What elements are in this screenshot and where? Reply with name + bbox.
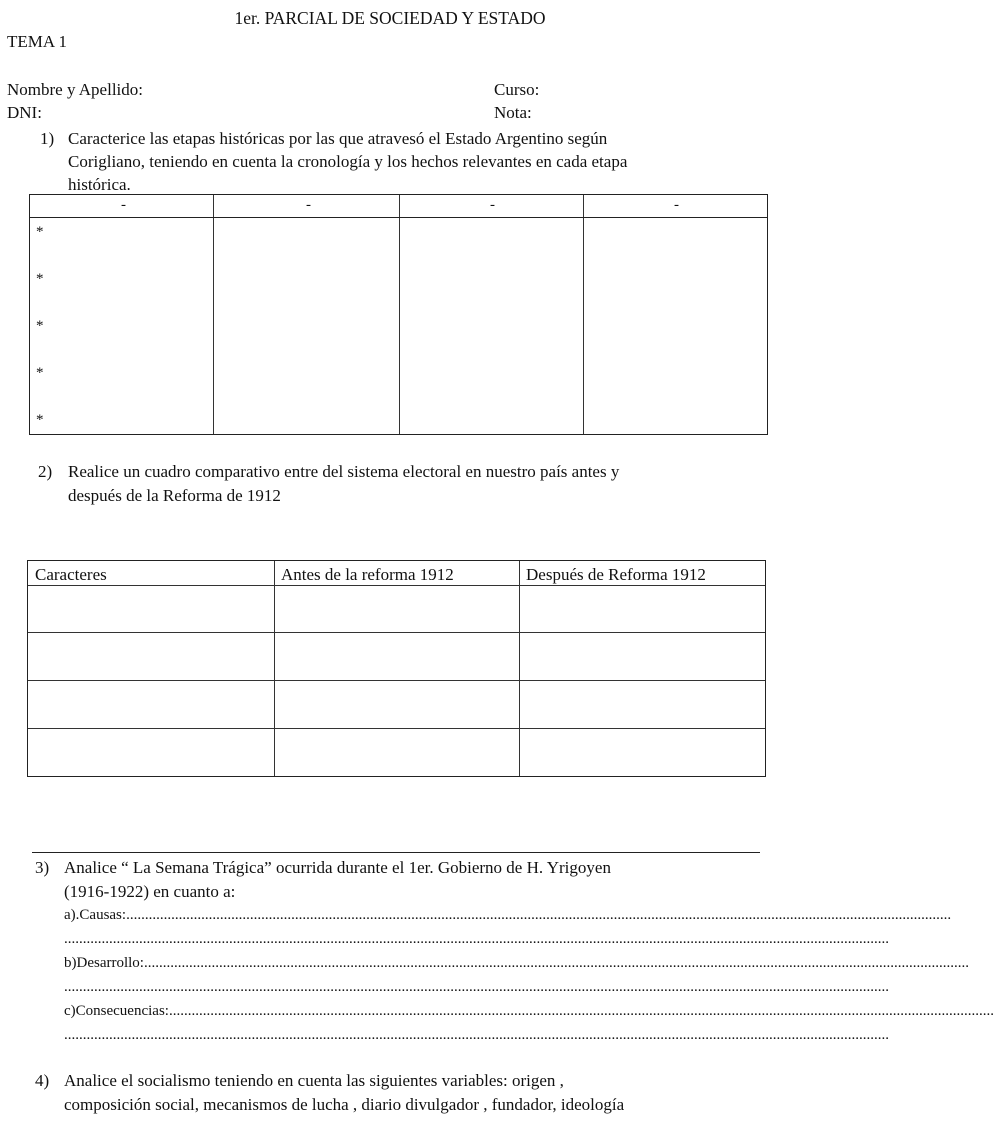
table-bullet: * xyxy=(36,412,44,428)
table-header-antes: Antes de la reforma 1912 xyxy=(281,565,454,584)
question-3-number: 3) xyxy=(35,858,50,877)
dni-label: DNI: xyxy=(7,103,42,122)
tema-label: TEMA 1 xyxy=(7,32,67,51)
answer-line[interactable]: ............................................................................................................................................................................................................................ xyxy=(64,979,889,995)
table-bullet: * xyxy=(36,365,44,381)
question-1-number: 1) xyxy=(40,129,55,148)
consecuencias-label: c)Consecuencias: xyxy=(64,1003,169,1019)
question-1-line-2: Corigliano, teniendo en cuenta la cronología y los hechos relevantes en cada etapa xyxy=(68,152,628,171)
question-4-number: 4) xyxy=(35,1071,50,1090)
table-bullet: * xyxy=(36,224,44,240)
causas-answer-line[interactable]: a).Causas:............................................................................................................................................................................................................................ xyxy=(64,907,952,923)
question-4-line-2: composición social, mecanismos de lucha , diario divulgador , fundador, ideología xyxy=(64,1095,625,1114)
table-column-divider xyxy=(274,561,275,776)
table-column-divider xyxy=(583,195,584,434)
consecuencias-answer-line[interactable]: c)Consecuencias:............................................................................................................................................................................................................................ xyxy=(64,1003,994,1019)
question-4-line-1: Analice el socialismo teniendo en cuenta las siguientes variables: origen , xyxy=(64,1071,564,1090)
table-header-despues: Después de Reforma 1912 xyxy=(526,565,706,584)
answer-line[interactable]: ............................................................................................................................................................................................................................ xyxy=(64,1027,889,1043)
question-1-line-3: histórica. xyxy=(68,175,131,194)
question-2-line-1: Realice un cuadro comparativo entre del sistema electoral en nuestro país antes y xyxy=(68,462,620,481)
question-2-line-2: después de la Reforma de 1912 xyxy=(68,486,281,505)
comparison-table xyxy=(27,560,766,777)
exam-title: 1er. PARCIAL DE SOCIEDAD Y ESTADO xyxy=(234,8,546,28)
table-row-divider xyxy=(28,632,765,633)
table-column-divider xyxy=(519,561,520,776)
table-header-cell: - xyxy=(674,197,679,213)
table-row-divider xyxy=(28,680,765,681)
table-bullet: * xyxy=(36,271,44,287)
table-header-caracteres: Caracteres xyxy=(35,565,107,584)
table-column-divider xyxy=(213,195,214,434)
causas-label: a).Causas: xyxy=(64,907,127,923)
stages-table xyxy=(29,194,768,435)
nombre-label: Nombre y Apellido: xyxy=(7,80,143,99)
answer-line[interactable]: ............................................................................................................................................................................................................................ xyxy=(64,931,889,947)
question-2-number: 2) xyxy=(38,462,53,481)
table-header-divider xyxy=(30,217,767,218)
desarrollo-label: b)Desarrollo: xyxy=(64,955,144,971)
desarrollo-answer-line[interactable]: b)Desarrollo:............................................................................................................................................................................................................................ xyxy=(64,955,969,971)
section-divider xyxy=(32,852,760,853)
table-header-cell: - xyxy=(306,197,311,213)
table-row-divider xyxy=(28,585,765,586)
curso-label: Curso: xyxy=(494,80,540,99)
question-3-line-1: Analice “ La Semana Trágica” ocurrida durante el 1er. Gobierno de H. Yrigoyen xyxy=(64,858,611,877)
table-column-divider xyxy=(399,195,400,434)
table-bullet: * xyxy=(36,318,44,334)
table-header-cell: - xyxy=(121,197,126,213)
table-row-divider xyxy=(28,728,765,729)
question-1-line-1: Caracterice las etapas históricas por las que atravesó el Estado Argentino según xyxy=(68,129,608,148)
nota-label: Nota: xyxy=(494,103,532,122)
table-header-cell: - xyxy=(490,197,495,213)
question-3-line-2: (1916-1922) en cuanto a: xyxy=(64,882,236,901)
